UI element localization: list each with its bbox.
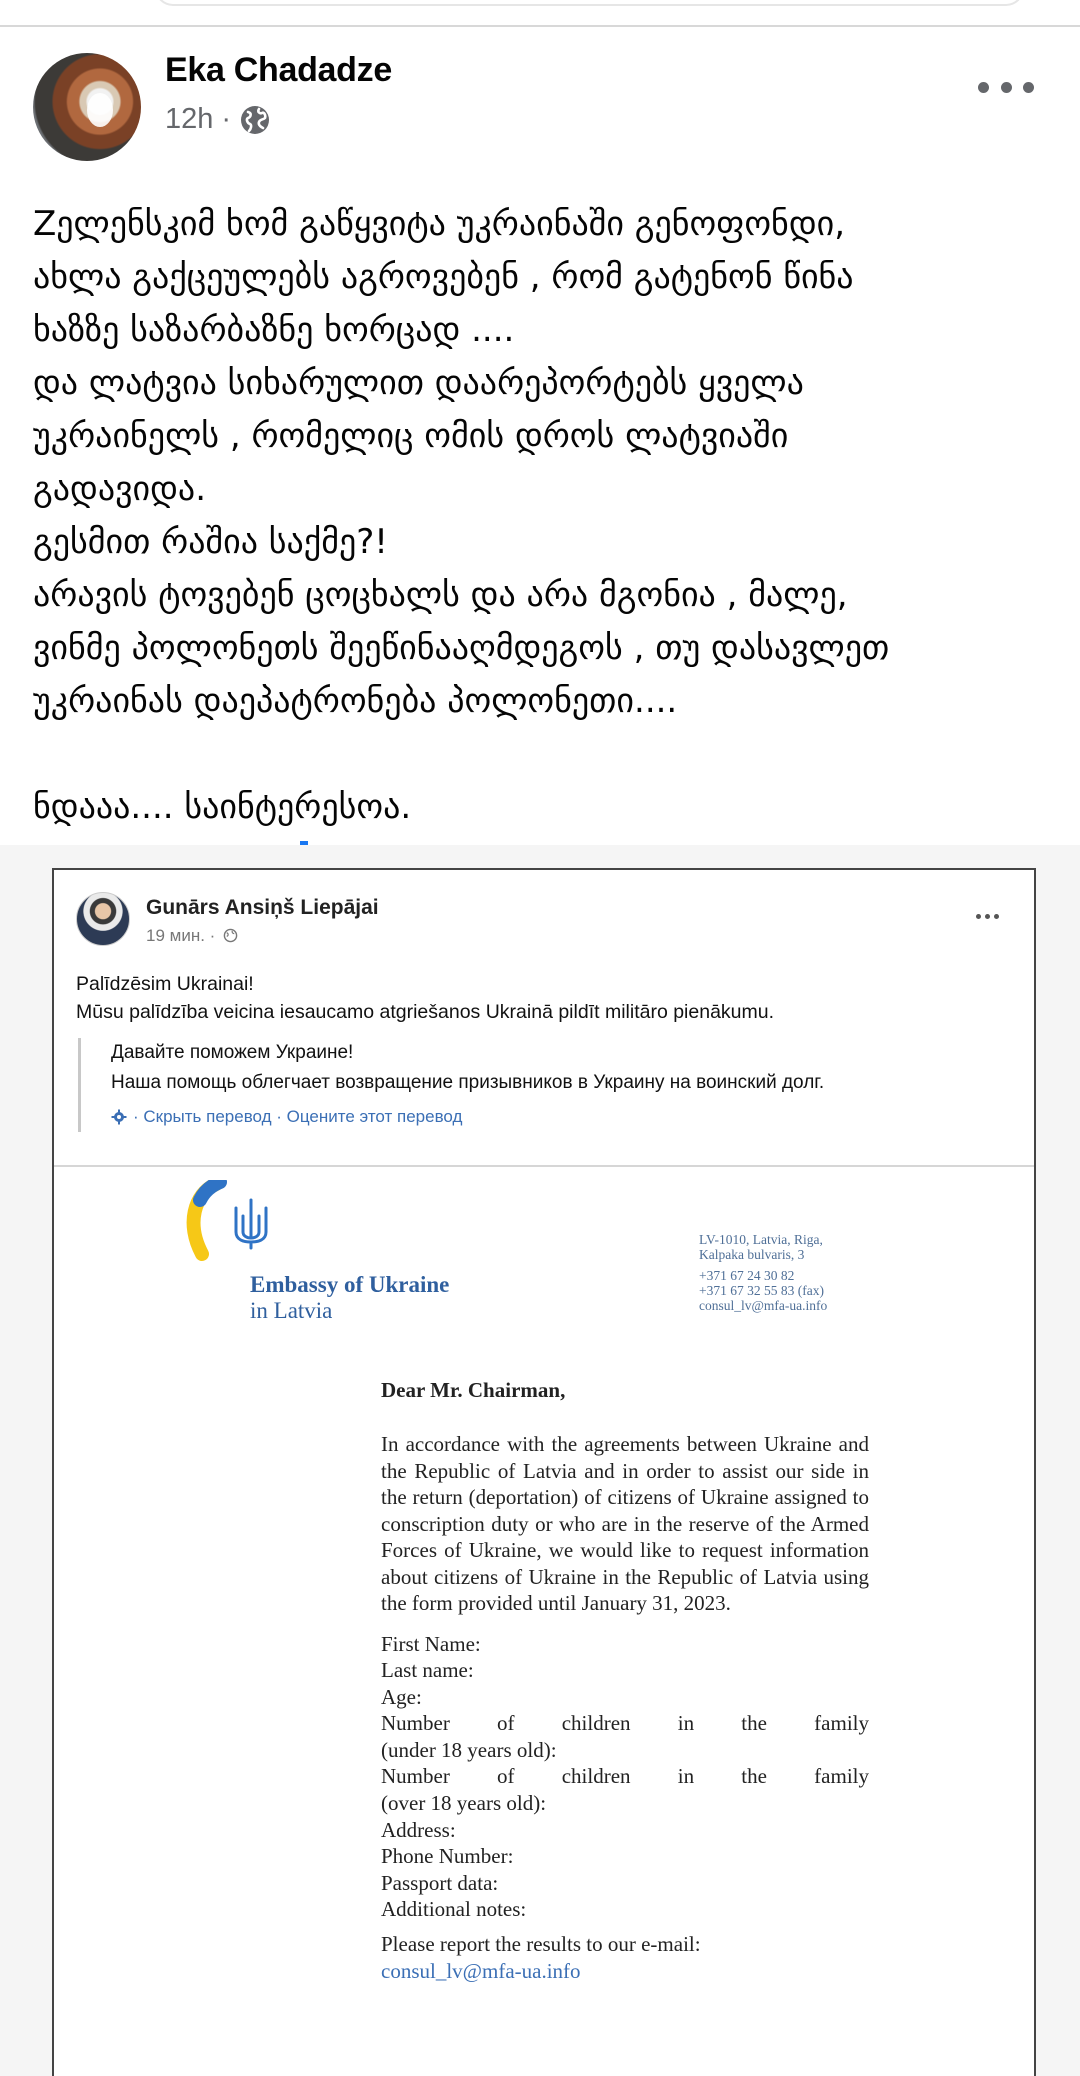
post-text-line: და ლატვია სიხარულით დაარეპორტებს ყველა — [33, 363, 804, 403]
post-meta — [165, 103, 271, 136]
more-dots-icon — [1023, 82, 1034, 93]
more-dots-icon — [978, 82, 989, 93]
shared-post-time — [146, 926, 238, 946]
form-field: Number of children in the family — [381, 1711, 869, 1736]
paragraph-gap — [33, 728, 1053, 781]
form-field: Age: — [381, 1684, 422, 1709]
letter-report — [381, 1931, 869, 1984]
more-dots-icon — [976, 914, 981, 919]
shared-post — [54, 870, 1034, 1170]
embassy-contacts — [699, 1232, 827, 1313]
letter-body — [381, 1378, 869, 1984]
translation-line: Давайте поможем Украине! — [111, 1042, 354, 1063]
more-options-button[interactable] — [978, 67, 1034, 107]
form-field: Last name: — [381, 1658, 474, 1683]
globe-icon — [223, 928, 238, 943]
shared-post-divider — [54, 1165, 1034, 1167]
form-field: Number of children in the family — [381, 1764, 869, 1789]
top-bar — [0, 0, 1080, 26]
letter-paragraph: In accordance with the agreements between Ukraine and the Republic of Latvia and in order to assist our side in the return (deportation) of citizens of Ukraine assigned to conscription duty or who are in the reserve of the Armed Forces of Ukraine, we would like to request information about citizens of Ukraine in the Republic of Latvia using the form provided until January 31, 2023. — [381, 1432, 869, 1615]
author-avatar[interactable] — [33, 53, 141, 161]
shared-text-line: Mūsu palīdzība veicina iesaucamo atgriešanos Ukrainā pildīt militāro pienākumu. — [76, 1001, 775, 1023]
shared-text-line: Palīdzēsim Ukrainai! — [76, 973, 254, 995]
form-field: First Name: — [381, 1631, 481, 1656]
post-time[interactable]: 12h — [165, 103, 214, 135]
address-line: Kalpaka bulvaris, 3 — [699, 1247, 805, 1262]
author-name[interactable]: Eka Chadadze — [165, 51, 392, 89]
post-text-line: უკრაინელს , რომელიც ომის დროს ლატვიაში — [33, 416, 789, 456]
form-field: Address: — [381, 1817, 456, 1842]
embassy-letterhead — [180, 1180, 880, 1340]
post-text-line: გესმით რაშია საქმე?! — [33, 522, 388, 562]
globe-icon[interactable] — [239, 104, 271, 136]
phone-line: +371 67 32 55 83 (fax) — [699, 1283, 824, 1298]
more-dots-icon — [985, 914, 990, 919]
form-field: Passport data: — [381, 1870, 499, 1895]
form-field: Phone Number: — [381, 1844, 514, 1869]
post-text-line: არავის ტოვებენ ცოცხალს და არა მგონია , მალე, — [33, 575, 848, 615]
shared-more-button — [976, 914, 999, 919]
form-field: (over 18 years old): — [381, 1791, 547, 1816]
more-dots-icon — [994, 914, 999, 919]
image-marker — [300, 841, 308, 845]
translation-block — [78, 1038, 1011, 1132]
translation-links-text: · Скрыть перевод · Оцените этот перевод — [133, 1107, 463, 1126]
form-field: (under 18 years old): — [381, 1737, 557, 1762]
embassy-title: Embassy of Ukraine — [250, 1272, 450, 1297]
post-text — [33, 198, 1053, 834]
post-text-line: Zელენსკიმ ხომ გაწყვიტა უკრაინაში გენოფონდი, — [33, 204, 846, 244]
post-text-line: ხაზზე საზარბაზნე ხორცად .... — [33, 310, 515, 350]
translation-line: Наша помощь облегчает возвращение призывников в Украину на воинский долг. — [111, 1072, 825, 1093]
letter-form-fields — [381, 1631, 869, 1924]
more-dots-icon — [1001, 82, 1012, 93]
post-text-line: უკრაინას დაეპატრონება პოლონეთი.... — [33, 681, 678, 721]
translation-links — [111, 1102, 1011, 1132]
meta-separator: · — [221, 103, 232, 135]
report-email: consul_lv@mfa-ua.info — [381, 1958, 581, 1983]
letter-salutation: Dear Mr. Chairman, — [381, 1378, 566, 1402]
post-text-line: ახლა გაქცეულებს აგროვებენ , რომ გატენონ წინა — [33, 257, 854, 297]
embassy-subtitle: in Latvia — [250, 1298, 333, 1323]
search-bar[interactable] — [155, 0, 1024, 6]
phone-line: +371 67 24 30 82 — [699, 1268, 795, 1283]
post-text-last-line: ნდააა.... საინტერესოა. — [33, 787, 412, 827]
email-line: consul_lv@mfa-ua.info — [699, 1298, 828, 1313]
post-text-line: ვინმე პოლონეთს შეეწინააღმდეგოს , თუ დასავლეთ — [33, 628, 890, 668]
shared-time-text: 19 мин. · — [146, 926, 216, 945]
form-field: Additional notes: — [381, 1897, 527, 1922]
shared-post-text — [76, 970, 774, 1026]
report-text: Please report the results to our e-mail: — [381, 1932, 701, 1957]
gear-icon — [111, 1109, 127, 1125]
address-line: LV-1010, Latvia, Riga, — [699, 1232, 823, 1247]
shared-author-avatar — [76, 892, 130, 946]
shared-author-name: Gunārs Ansiņš Liepājai — [146, 896, 379, 919]
post-text-line: გადავიდა. — [33, 469, 207, 509]
post-header — [0, 27, 1080, 177]
trident-icon — [230, 1198, 272, 1250]
